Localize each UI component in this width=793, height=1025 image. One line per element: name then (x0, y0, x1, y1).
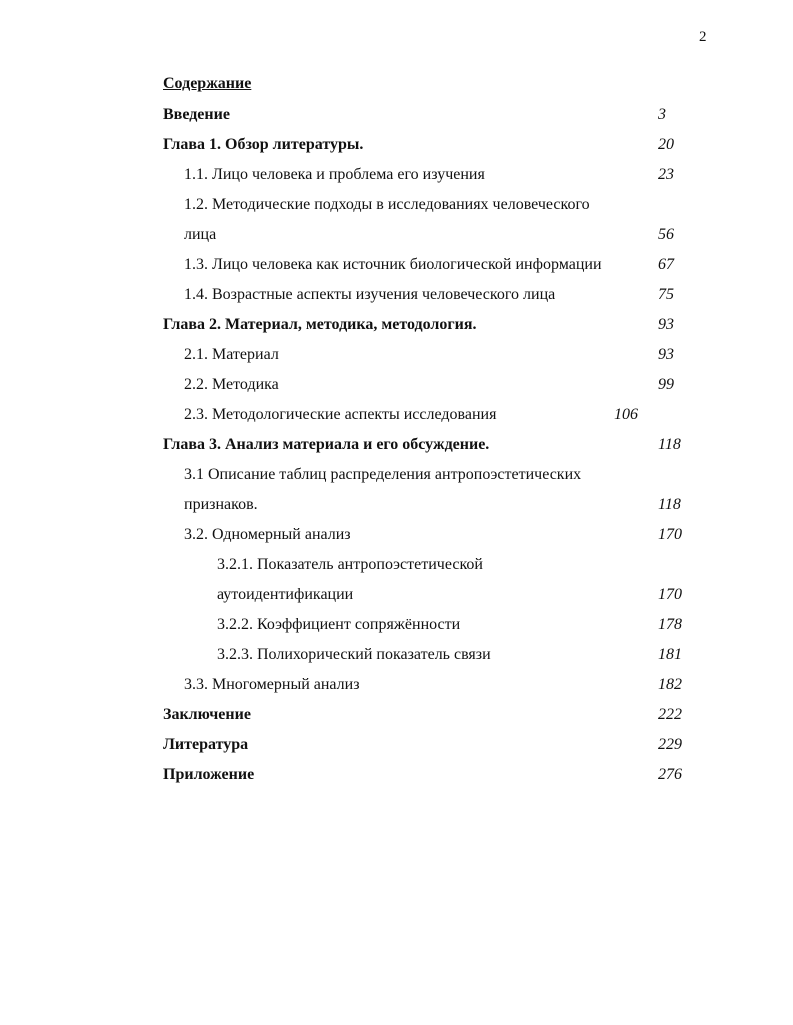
toc-label: 1.3. Лицо человека как источник биологической информации (184, 256, 602, 273)
toc-page: 93 (658, 316, 674, 333)
toc-label: 3.2. Одномерный анализ (184, 526, 351, 543)
toc-label: 3.2.2. Коэффициент сопряжённости (217, 616, 461, 633)
toc-label: 3.2.3. Полихорический показатель связи (217, 646, 491, 663)
toc-page: 75 (658, 286, 674, 303)
toc-entry-3-1-cont (0, 490, 793, 520)
toc-heading: Содержание (163, 75, 252, 92)
toc-entry-1-1 (0, 160, 793, 190)
toc-page: 276 (658, 766, 682, 783)
toc-page: 23 (658, 166, 674, 183)
toc-label: 2.1. Материал (184, 346, 279, 363)
toc-label: 3.2.1. Показатель антропоэстетической (217, 556, 483, 573)
toc-page: 170 (658, 586, 682, 603)
toc-page: 106 (614, 406, 638, 423)
toc-entry-3-2-1 (0, 550, 793, 580)
toc-entry-3-3 (0, 670, 793, 700)
toc-label: 3.3. Многомерный анализ (184, 676, 360, 693)
toc-label: 1.4. Возрастные аспекты изучения человеческого лица (184, 286, 556, 303)
toc-entry-2-1 (0, 340, 793, 370)
toc-page: 222 (658, 706, 682, 723)
toc-label: признаков. (184, 496, 258, 513)
toc-entry-appendix (0, 760, 793, 790)
toc-label: лица (184, 226, 217, 243)
toc-label: Заключение (163, 706, 251, 723)
toc-label: Глава 1. Обзор литературы. (163, 136, 364, 153)
toc-entry-2-2 (0, 370, 793, 400)
toc-page: 118 (658, 496, 681, 513)
toc-entry-conclusion (0, 700, 793, 730)
toc-label: 1.2. Методические подходы в исследованиях человеческого (184, 196, 590, 213)
toc-entry-chapter-2 (0, 310, 793, 340)
toc-entry-literature (0, 730, 793, 760)
toc-page: 229 (658, 736, 682, 753)
toc-entry-3-2 (0, 520, 793, 550)
table-of-contents (0, 100, 793, 790)
toc-page: 93 (658, 346, 674, 363)
toc-page: 170 (658, 526, 682, 543)
toc-entry-3-2-2 (0, 610, 793, 640)
toc-entry-chapter-1 (0, 130, 793, 160)
toc-entry-1-2 (0, 190, 793, 220)
toc-label: 2.3. Методологические аспекты исследования (184, 406, 497, 423)
toc-page: 99 (658, 376, 674, 393)
toc-page: 181 (658, 646, 682, 663)
toc-label: Глава 3. Анализ материала и его обсуждение. (163, 436, 490, 453)
toc-entry-3-2-3 (0, 640, 793, 670)
toc-label: аутоидентификации (217, 586, 354, 603)
page-number: 2 (699, 29, 707, 45)
toc-page: 56 (658, 226, 674, 243)
toc-entry-3-2-1-cont (0, 580, 793, 610)
toc-page: 20 (658, 136, 674, 153)
toc-entry-1-4 (0, 280, 793, 310)
toc-label: Введение (163, 106, 230, 123)
toc-label: Литература (163, 736, 249, 753)
toc-page: 182 (658, 676, 682, 693)
toc-label: 3.1 Описание таблиц распределения антропоэстетических (184, 466, 582, 483)
toc-label: 2.2. Методика (184, 376, 279, 393)
toc-entry-2-3 (0, 400, 793, 430)
toc-entry-1-3 (0, 250, 793, 280)
toc-page: 67 (658, 256, 674, 273)
toc-entry-3-1 (0, 460, 793, 490)
toc-entry-chapter-3 (0, 430, 793, 460)
toc-label: 1.1. Лицо человека и проблема его изучения (184, 166, 485, 183)
toc-page: 178 (658, 616, 682, 633)
toc-page: 3 (658, 106, 666, 123)
toc-label: Глава 2. Материал, методика, методология. (163, 316, 477, 333)
toc-entry-1-2-cont (0, 220, 793, 250)
toc-entry-introduction (0, 100, 793, 130)
toc-page: 118 (658, 436, 681, 453)
toc-label: Приложение (163, 766, 255, 783)
